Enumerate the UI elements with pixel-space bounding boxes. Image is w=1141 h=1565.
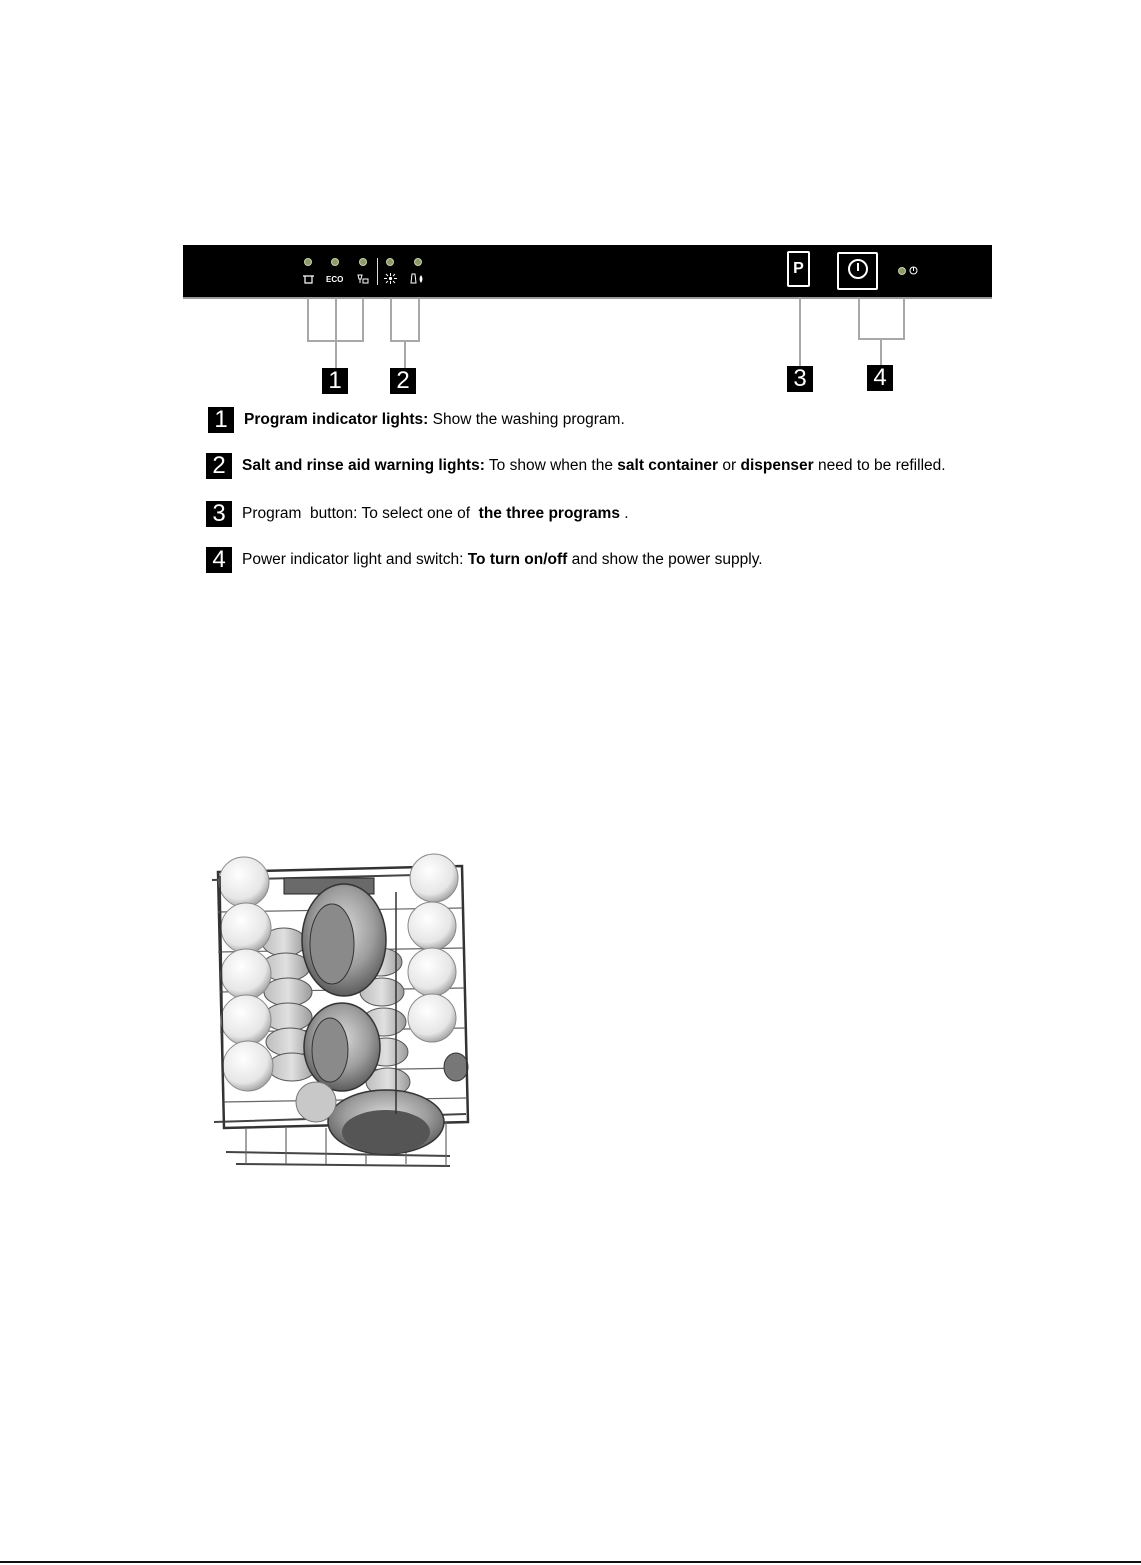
legend-item-3 xyxy=(206,501,629,527)
legend-number-3: 3 xyxy=(206,501,232,527)
leader-line-1c xyxy=(362,298,364,342)
rinse-aid-icon xyxy=(410,273,426,286)
program-led-1 xyxy=(304,258,312,266)
glass-icon xyxy=(357,274,369,286)
eco-label: ECO xyxy=(326,275,344,284)
leader-line-4-stem xyxy=(880,338,882,365)
power-light-icon xyxy=(909,266,918,277)
leader-line-3 xyxy=(799,297,801,366)
legend-item-4 xyxy=(206,547,763,573)
leader-line-4a xyxy=(858,298,860,340)
rinse-aid-led xyxy=(414,258,422,266)
legend-term-2: Salt and rinse aid warning lights: xyxy=(242,457,485,474)
program-led-2 xyxy=(331,258,339,266)
dishwasher-rack-illustration xyxy=(206,852,478,1174)
legend-desc-3b: . xyxy=(619,505,629,522)
legend-desc-4b: and show the power supply. xyxy=(567,551,763,568)
legend-term-1: Program indicator lights: xyxy=(244,411,429,428)
legend-number-1: 1 xyxy=(208,407,234,433)
program-button[interactable] xyxy=(787,251,810,287)
salt-icon xyxy=(384,273,397,286)
legend-term-2b: salt container xyxy=(617,457,719,474)
legend-desc-4: : xyxy=(459,551,468,568)
leader-line-1a xyxy=(307,298,309,342)
legend-term-2c: dispenser xyxy=(740,457,814,474)
power-indicator-led xyxy=(898,267,906,275)
legend-desc-2: To show when the xyxy=(484,457,618,474)
salt-led xyxy=(386,258,394,266)
leader-line-2-stem xyxy=(404,340,406,368)
legend-term-4: Power indicator light and switch xyxy=(242,551,460,568)
program-led-3 xyxy=(359,258,367,266)
callout-3: 3 xyxy=(787,366,813,392)
leader-line-4b xyxy=(903,298,905,340)
legend-desc-2c: need to be refilled. xyxy=(813,457,946,474)
legend-item-1 xyxy=(208,407,625,433)
power-icon xyxy=(847,258,869,285)
callout-1: 1 xyxy=(322,368,348,394)
legend-desc-1: Show the washing program. xyxy=(428,411,625,428)
program-button-label: P xyxy=(793,260,804,277)
leader-line-2a xyxy=(390,298,392,342)
legend-term-4b: To turn on/off xyxy=(467,551,568,568)
leader-line-2b xyxy=(418,298,420,342)
legend-desc-2b: or xyxy=(718,457,741,474)
panel-divider xyxy=(377,258,378,285)
callout-4: 4 xyxy=(867,365,893,391)
power-button[interactable] xyxy=(837,252,878,290)
legend-term-3b: the three programs xyxy=(474,505,620,522)
leader-line-1b xyxy=(335,298,337,342)
legend-number-4: 4 xyxy=(206,547,232,573)
callout-2: 2 xyxy=(390,368,416,394)
page-bottom-rule xyxy=(0,1561,1141,1563)
legend-number-2: 2 xyxy=(206,453,232,479)
leader-line-1-stem xyxy=(335,340,337,368)
legend-desc-3: : To select one of xyxy=(353,505,475,522)
legend-item-2 xyxy=(206,453,946,479)
pot-icon xyxy=(303,274,314,286)
legend-term-3: Program button xyxy=(242,505,354,522)
